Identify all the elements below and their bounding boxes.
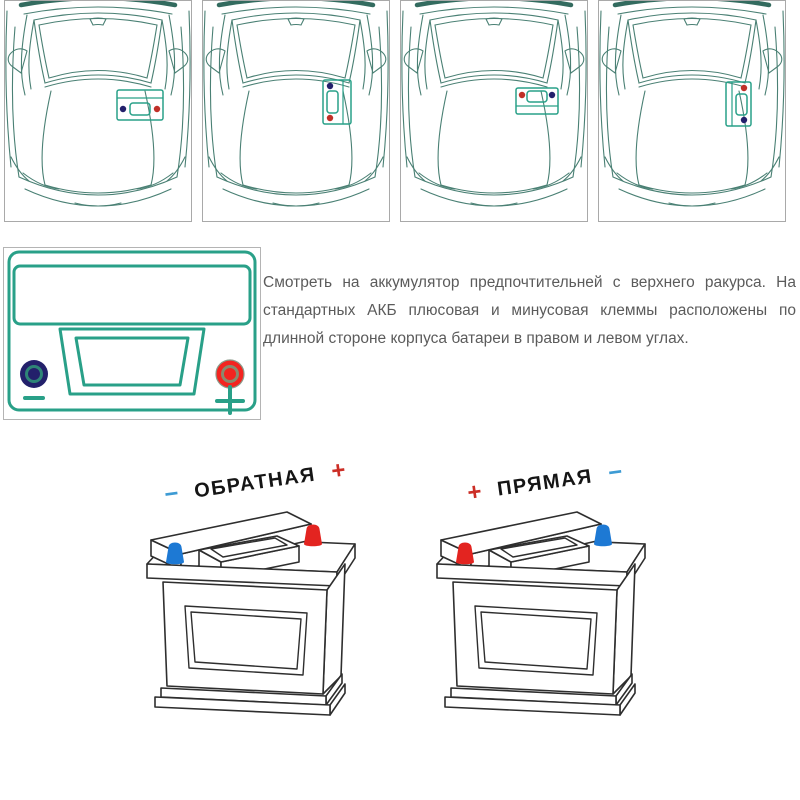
description-text: Смотреть на аккумулятор предпочтительней с верхнего ракурса. На стандартных АКБ плюсовая и минусовая клеммы расположены по длинной стороне корпуса батареи в правом и левом углах. [263,274,796,347]
car-top-view-icon [203,0,389,222]
negative-terminal [20,360,48,398]
battery-top-view-icon [4,248,260,419]
positive-terminal-dot [741,85,747,91]
battery-location-icon [322,79,352,125]
direct-polarity-figure [429,458,661,724]
positive-terminal-dot [327,115,333,121]
panel-battery-location-2 [202,0,390,222]
minus-sign-icon: − [162,479,181,509]
negative-terminal-dot [120,106,126,112]
battery-3d-icon [429,504,661,724]
battery-location-icon [116,89,164,121]
polarity-figures [0,456,800,724]
panel-battery-location-3 [400,0,588,222]
panel-battery-location-1 [4,0,192,222]
battery-location-icon [725,81,752,127]
plus-sign-icon: + [329,456,348,486]
positive-terminal-dot [519,92,525,98]
positive-terminal-dot [154,106,160,112]
battery-3d-icon [139,504,371,724]
minus-sign-icon: − [606,458,625,487]
negative-terminal-dot [549,92,555,98]
battery-top-view-diagram [3,247,261,420]
negative-terminal-dot [741,117,747,123]
car-top-view-icon [401,0,587,222]
negative-terminal-dot [327,83,333,89]
plus-sign-icon: + [465,478,484,507]
positive-terminal [216,360,244,413]
battery-location-icon [515,87,559,115]
reverse-polarity-figure [139,456,371,724]
car-top-view-icon [599,0,785,222]
figure-title: ОБРАТНАЯ [192,463,318,502]
figure-title: ПРЯМАЯ [495,464,595,501]
panel-battery-location-4 [598,0,786,222]
